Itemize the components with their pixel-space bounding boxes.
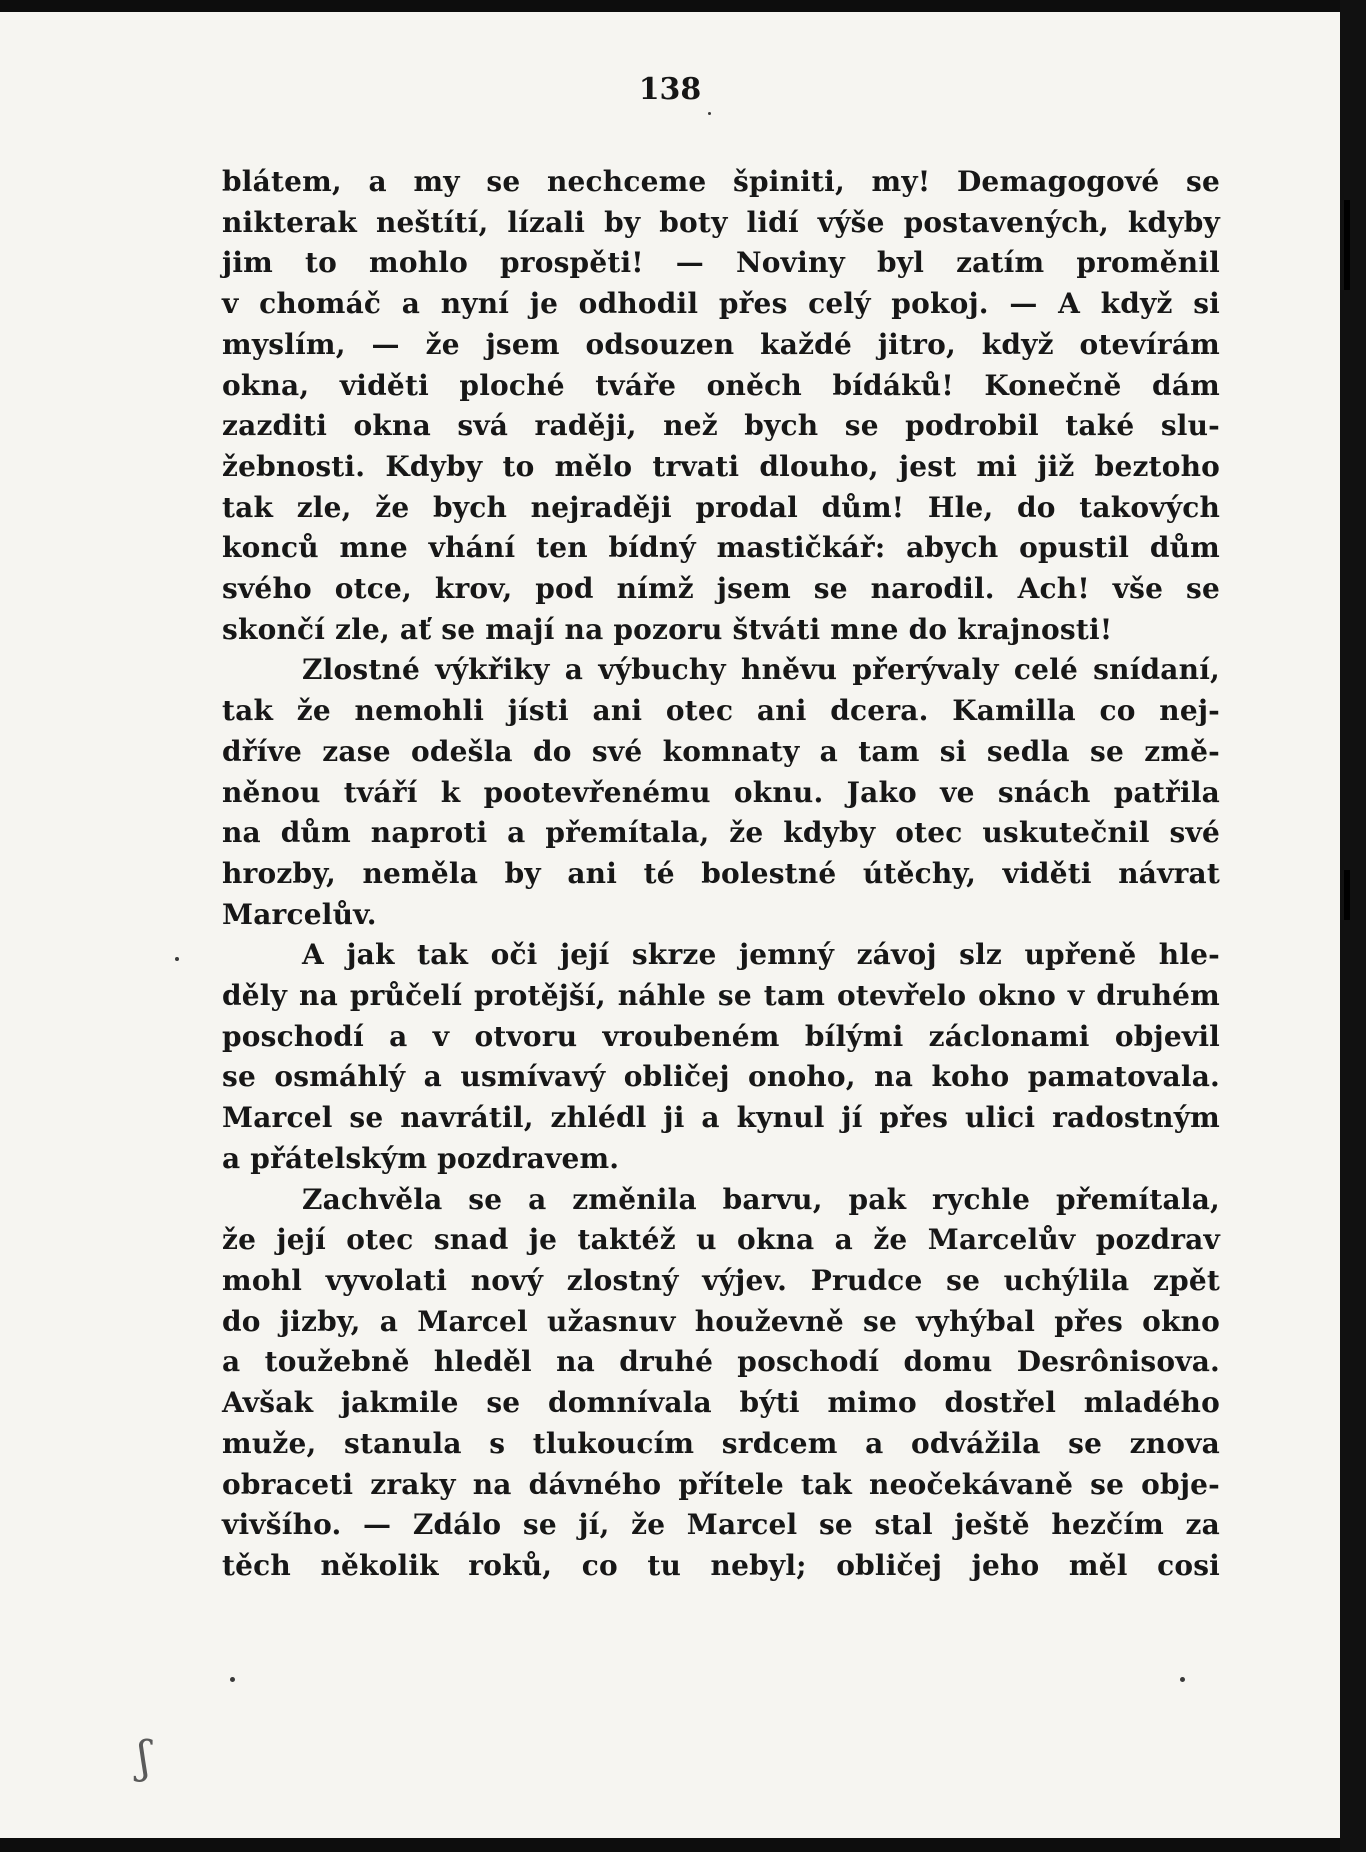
- text-line: hrozby, neměla by ani té bolestné útěchy, viděti návrat: [222, 856, 1220, 890]
- text-line: děly na průčelí protější, náhle se tam otevřelo okno v druhém: [222, 979, 1220, 1013]
- text-line: mohl vyvolati nový zlostný výjev. Prudce se uchýlila zpět: [222, 1263, 1220, 1297]
- text-line: skončí zle, ať se mají na pozoru štváti mne do krajnosti!: [222, 612, 1113, 646]
- text-line: dříve zase odešla do své komnaty a tam si sedla se změ-: [222, 734, 1220, 768]
- scan-speck: [230, 1677, 235, 1682]
- text-line: žebnosti. Kdyby to mělo trvati dlouho, jest mi již beztoho: [222, 449, 1220, 483]
- text-line: do jizby, a Marcel užasnuv houževně se vyhýbal přes okno: [222, 1304, 1220, 1338]
- text-line: tak že nemohli jísti ani otec ani dcera. Kamilla co nej-: [222, 694, 1220, 728]
- scan-right-edge: [1340, 0, 1366, 1852]
- text-line: těch několik roků, co tu nebyl; obličej jeho měl cosi: [222, 1548, 1220, 1582]
- text-line: tak zle, že bych nejraději prodal dům! Hle, do takových: [222, 490, 1220, 524]
- text-line: jim to mohlo prospěti! — Noviny byl zatím proměnil: [222, 246, 1220, 280]
- page-body-text: [222, 162, 1220, 1587]
- text-line: Zlostné výkřiky a výbuchy hněvu přerývaly celé snídaní,: [302, 653, 1220, 687]
- book-page: [0, 12, 1340, 1838]
- text-line: A jak tak oči její skrze jemný závoj slz upřeně hle-: [302, 938, 1220, 972]
- text-line: svého otce, krov, pod nímž jsem se narodil. Ach! vše se: [222, 572, 1220, 606]
- paragraph: [222, 935, 1220, 1179]
- text-line: muže, stanula s tlukoucím srdcem a odvážila se znova: [222, 1426, 1220, 1460]
- text-line: blátem, a my se nechceme špiniti, my! Demagogové se: [222, 165, 1220, 198]
- text-line: na dům naproti a přemítala, že kdyby otec uskutečnil své: [222, 816, 1220, 850]
- text-line: něnou tváří k pootevřenému oknu. Jako ve snách patřila: [222, 775, 1220, 809]
- text-line: Zachvěla se a změnila barvu, pak rychle přemítala,: [302, 1182, 1220, 1216]
- text-line: že její otec snad je taktéž u okna a že Marcelův pozdrav: [222, 1223, 1220, 1257]
- text-line: nikterak neštítí, lízali by boty lidí výše postavených, kdyby: [222, 205, 1220, 239]
- scan-speck: [708, 112, 711, 115]
- text-line: Marcel se navrátil, zhlédl ji a kynul jí přes ulici radostným: [222, 1101, 1220, 1135]
- text-line: se osmáhlý a usmívavý obličej onoho, na koho pamatovala.: [222, 1060, 1220, 1094]
- page-number: 138: [638, 72, 702, 107]
- text-line: vivšího. — Zdálo se jí, že Marcel se stal ještě hezčím za: [222, 1508, 1220, 1542]
- text-line: a toužebně hleděl na druhé poschodí domu Desrônisova.: [222, 1345, 1220, 1379]
- edge-ink-mark: [1344, 200, 1350, 290]
- text-line: zazditi okna svá raději, než bych se podrobil také slu-: [222, 409, 1220, 443]
- scan-speck: [175, 957, 179, 961]
- text-line: v chomáč a nyní je odhodil přes celý pokoj. — A když si: [222, 287, 1220, 321]
- text-line: konců mne vhání ten bídný mastičkář: abych opustil dům: [222, 531, 1220, 565]
- text-line: poschodí a v otvoru vroubeném bílými záclonami objevil: [222, 1019, 1220, 1053]
- text-line: Marcelův.: [222, 897, 377, 931]
- scan-speck: [1180, 1677, 1185, 1682]
- text-line: okna, viděti ploché tváře oněch bídáků! Konečně dám: [222, 368, 1220, 402]
- text-line: Avšak jakmile se domnívala býti mimo dostřel mladého: [222, 1386, 1220, 1420]
- text-line: a přátelským pozdravem.: [222, 1141, 620, 1175]
- paragraph: [222, 650, 1220, 935]
- text-line: myslím, — že jsem odsouzen každé jitro, když otevírám: [222, 327, 1220, 361]
- edge-ink-mark: [1344, 870, 1350, 920]
- paragraph: [222, 1180, 1220, 1587]
- margin-ink-mark: ʃ: [138, 1732, 150, 1783]
- paragraph: [222, 162, 1220, 650]
- text-line: obraceti zraky na dávného přítele tak neočekávaně se obje-: [222, 1467, 1220, 1501]
